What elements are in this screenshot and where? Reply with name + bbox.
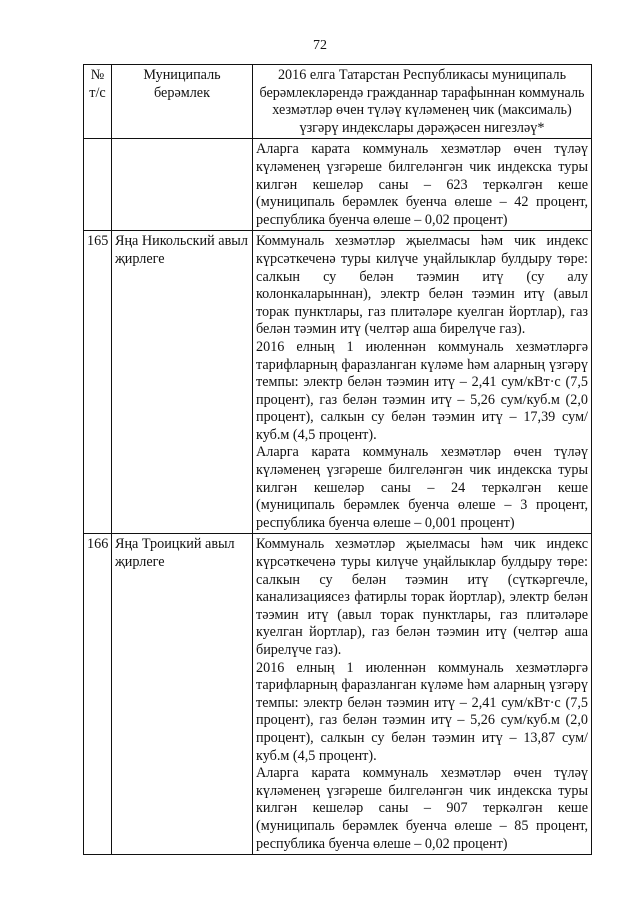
description-paragraph: Аларга карата коммуналь хезмәтләр өчен түләү күләменең үзгәреше билгеләнгән чик индекска туры килгән кешеләр саны – 907 теркәлгән кеше (муниципаль берәмлек буенча өлеше – 85 процент, республика буенча өлеше – 0,02 процент) <box>256 765 588 852</box>
description-paragraph: 2016 елның 1 июленнән коммуналь хезмәтләргә тарифларның фаразланган күләме һәм аларның үзгәрү темпы: электр белән тәэмин итү – 2,41 сум/кВт·с (7,5 процент), газ белән тәэмин итү – 5,26 сум/куб.м (2,0 процент), салкын су белән тәэмин итү – 17,39 сум/куб.м (4,5 процент). <box>256 338 588 443</box>
row-municipality <box>112 139 253 231</box>
description-paragraph: Аларга карата коммуналь хезмәтләр өчен түләү күләменең үзгәреше билгеләнгән чик индекска туры килгән кешеләр саны – 623 теркәлгән кеше (муниципаль берәмлек буенча өлеше – 42 процент, республика буенча өлеше – 0,02 процент) <box>256 141 588 228</box>
header-description-line: 2016 елга Татарстан Республикасы муниципаль <box>277 67 567 83</box>
header-municipality-line: Муниципаль <box>143 67 221 83</box>
header-description-line: берәмлекләрендә гражданнар тарафыннан коммуналь <box>259 84 585 101</box>
header-municipality-line: берәмлек <box>154 84 210 101</box>
table-row <box>84 231 592 534</box>
row-description <box>253 231 592 534</box>
header-description-line: хезмәтләр өчен түләү күләменең чик (максималь) <box>272 102 572 119</box>
header-description <box>253 65 592 139</box>
row-municipality: Яңа Троицкий авыл җирлеге <box>112 534 253 855</box>
header-number-line: № <box>90 67 105 83</box>
row-description <box>253 139 592 231</box>
description-paragraph: Коммуналь хезмәтләр җыелмасы һәм чик индекс күрсәткеченә туры килүче уңайлыклар булдыру төре: салкын су белән тәэмин итү (су алу колонкаларыннан), электр белән тәэмин итү (авыл торак пунктлары, газ плитәләре куелган йортлар), газ белән тәэмин итү (челтәр аша бирелүче газ). <box>256 233 588 338</box>
row-number: 166 <box>84 534 112 855</box>
page-number: 72 <box>313 38 327 53</box>
row-number <box>84 139 112 231</box>
table-row <box>84 534 592 855</box>
row-municipality: Яңа Никольский авыл җирлеге <box>112 231 253 534</box>
header-number-line: т/с <box>89 84 106 101</box>
header-description-line: үзгәрү индекслары дәрәҗәсен нигезләү* <box>299 119 545 136</box>
header-number <box>84 65 112 139</box>
table-row <box>84 139 592 231</box>
index-table <box>83 64 592 855</box>
table-header-row <box>84 65 592 139</box>
description-paragraph: Аларга карата коммуналь хезмәтләр өчен түләү күләменең үзгәреше билгеләнгән чик индекска туры килгән кешеләр саны – 24 теркәлгән кеше (муниципаль берәмлек буенча өлеше – 3 процент, республика буенча өлеше – 0,001 процент) <box>256 444 588 531</box>
row-number: 165 <box>84 231 112 534</box>
description-paragraph: 2016 елның 1 июленнән коммуналь хезмәтләргә тарифларның фаразланган күләме һәм аларның үзгәрү темпы: электр белән тәэмин итү – 2,41 сум/кВт·с (7,5 процент), газ белән тәэмин итү – 5,26 сум/куб.м (2,0 процент), салкын су белән тәэмин итү – 13,87 сум/куб.м (4,5 процент). <box>256 659 588 764</box>
description-paragraph: Коммуналь хезмәтләр җыелмасы һәм чик индекс күрсәткеченә туры килүче уңайлыклар булдыру төре: салкын су белән тәэмин итү (сүткәргечле, канализациясез фатирлы торак йортлар), электр белән тәэмин итү (авыл торак пунктлары, газ плитәләре куелган йортлар), газ белән тәэмин итү (челтәр аша бирелүче газ). <box>256 536 588 658</box>
header-municipality <box>112 65 253 139</box>
row-description <box>253 534 592 855</box>
